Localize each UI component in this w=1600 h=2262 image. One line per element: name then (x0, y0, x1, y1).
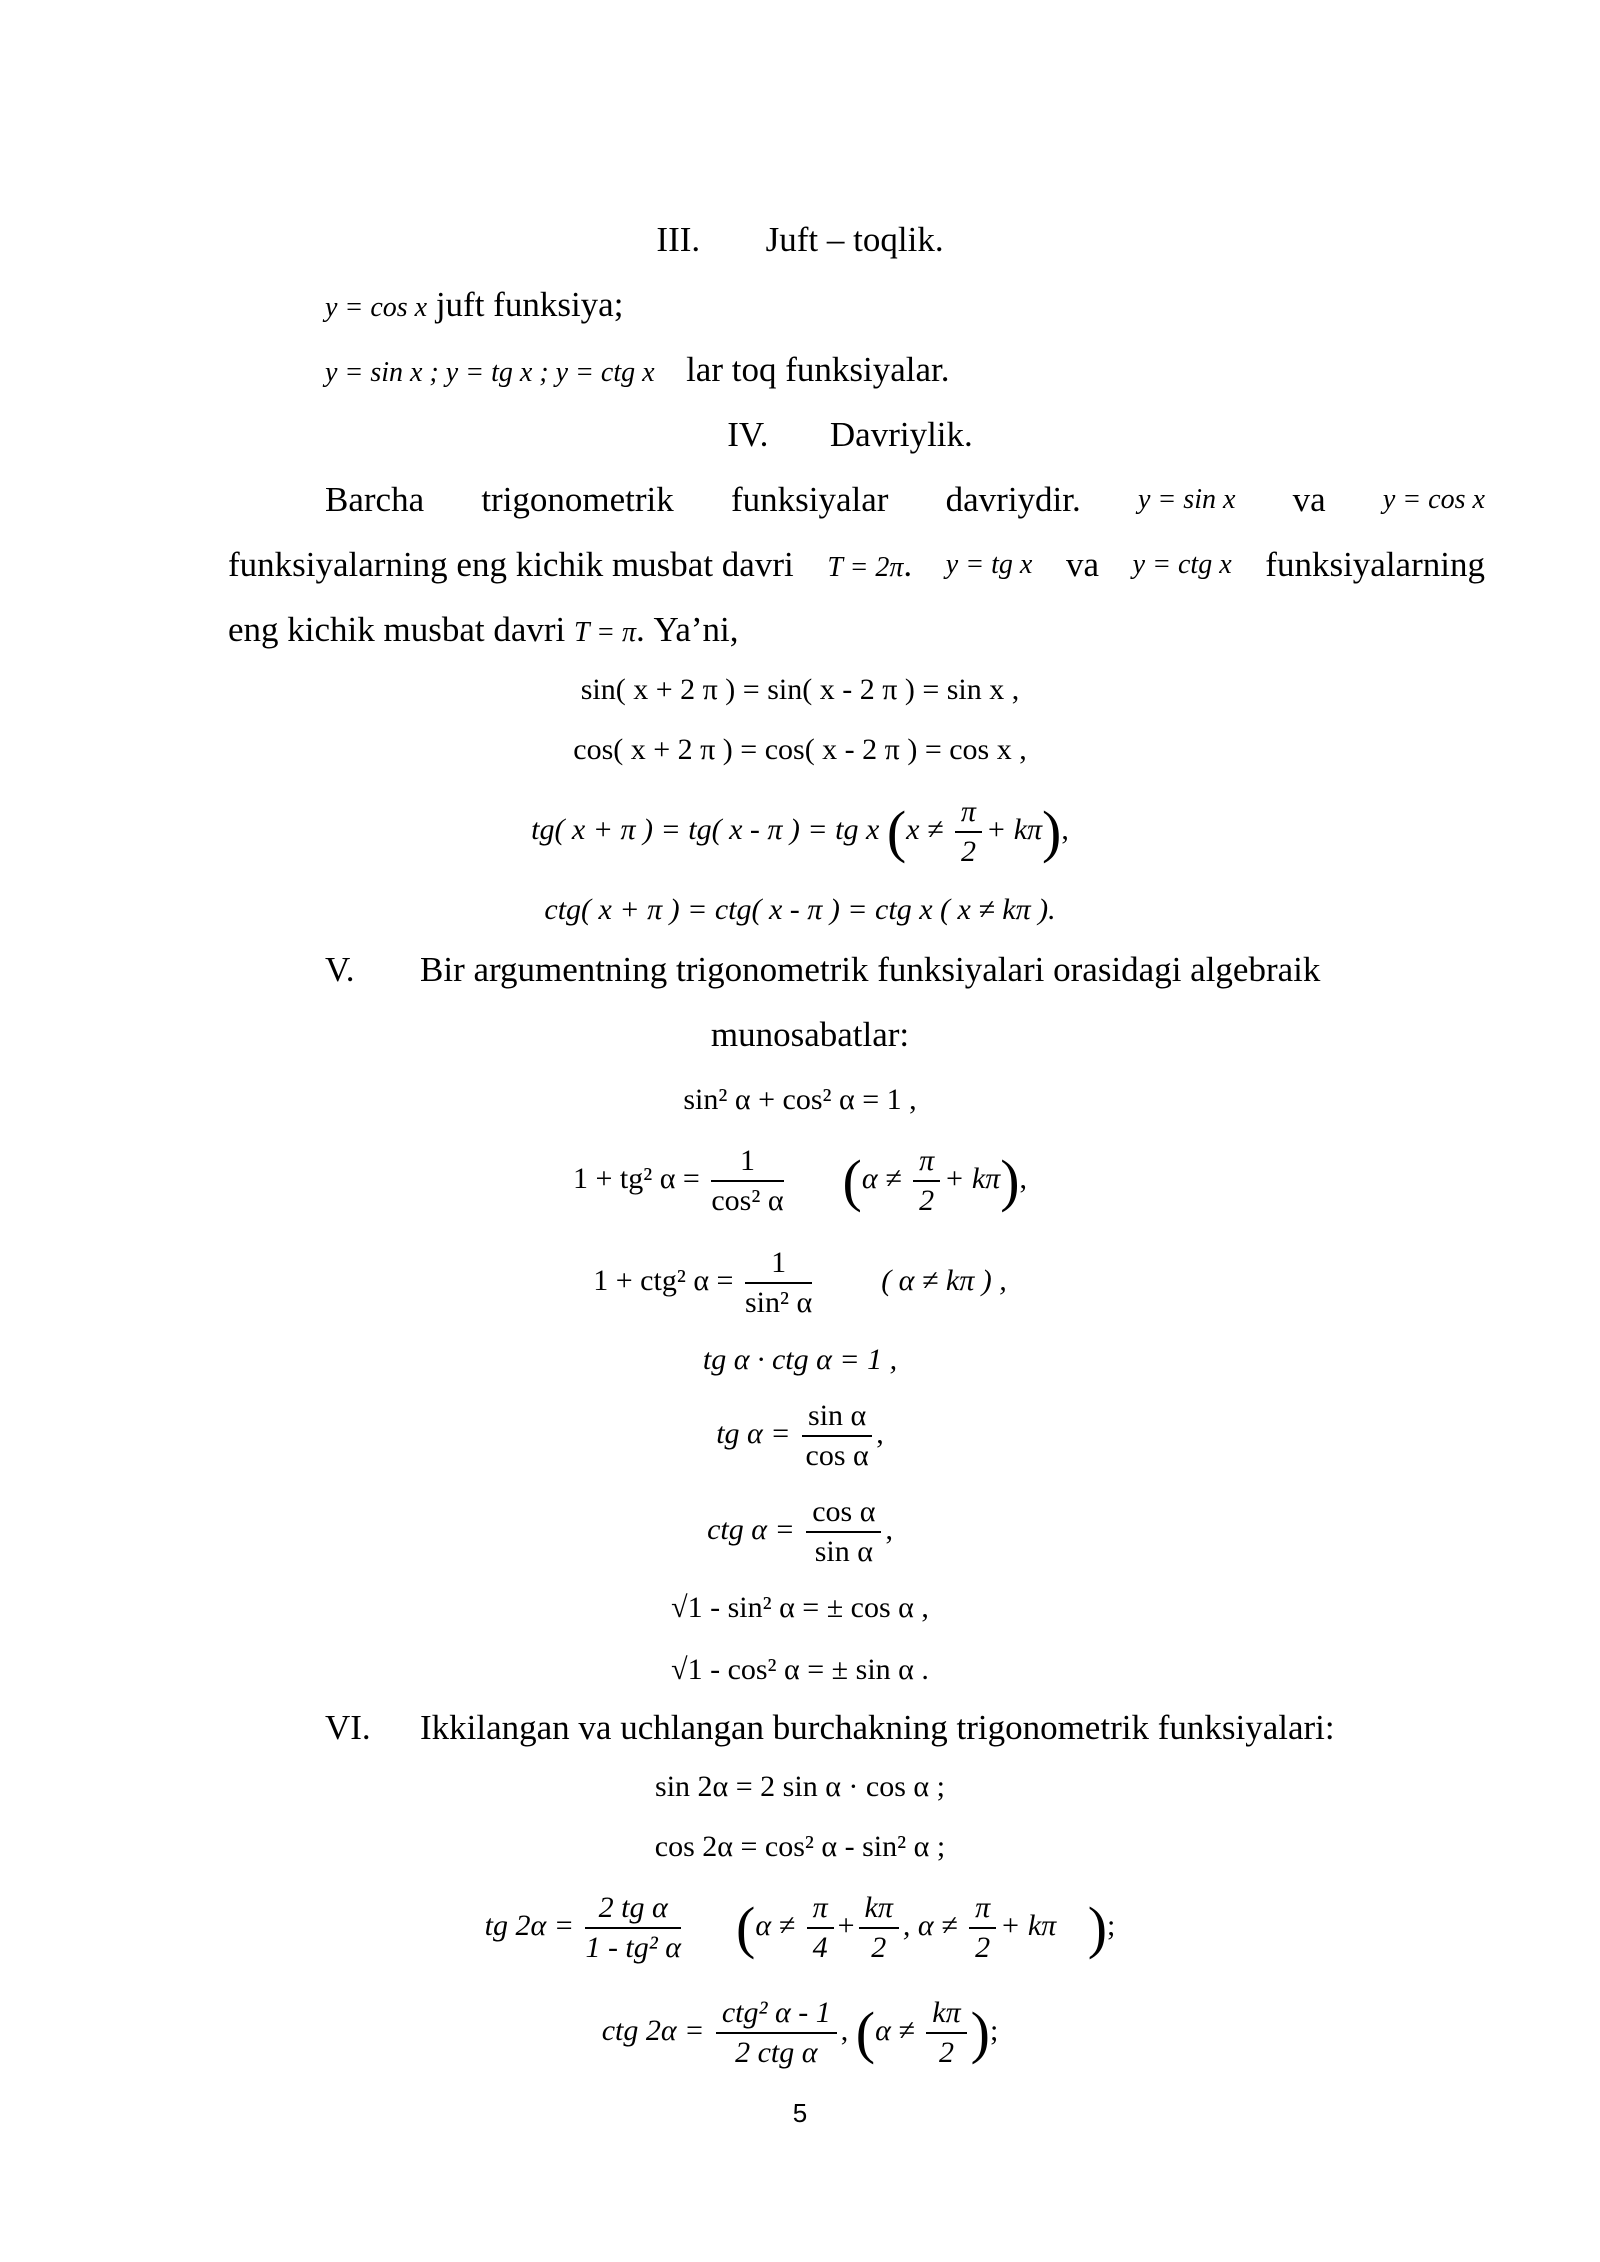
formula-tg-double: tg 2α = $\frac{\text{2 tg α}}{\text{1 - tg² α}}$ (α ≠ $\frac{\pi}{4}$ + $\frac{k\pi}{2}$ , α ≠ $\frac{\pi}{2}$ + kπ ); (484, 1891, 1116, 1965)
even-function-line (325, 283, 623, 330)
odd-functions-line (325, 348, 949, 395)
body-text: lar toq funksiyalar. (686, 350, 950, 389)
formula-inline: T = π (574, 617, 637, 648)
word: funksiyalar (730, 480, 889, 519)
section-title-v-line2: munosabatlar: (710, 1015, 910, 1054)
formula-sin-root: √1 - cos² α = ± sin α . (671, 1653, 929, 1686)
formula-tg-secant: 1 + tg² α = $\frac{1}{\text{cos² α}}$ (α ≠ $\frac{\pi}{2}$ + kπ), (572, 1144, 1028, 1218)
formula-sin-double: sin 2α = 2 sin α · cos α ; (655, 1770, 945, 1803)
periodicity-paragraph-line1 (325, 478, 1485, 522)
section-title-v: Bir argumentning trigonometrik funksiyalari orasidagi algebraik (420, 950, 1321, 989)
section-title: Davriylik. (829, 415, 973, 454)
formula-ctg-period: ctg( x + π ) = ctg( x - π ) = ctg x ( x ≠ kπ ). (544, 893, 1056, 926)
section-number: III. (656, 220, 701, 259)
formula-pythagorean: sin² α + cos² α = 1 , (683, 1083, 917, 1116)
formula-ctg-ratio: ctg α = $\frac{\text{cos α}}{\text{sin α}}$ , (707, 1495, 893, 1569)
formula-tg-period: tg( x + π ) = tg( x - π ) = tg x (x ≠ $\frac{\pi}{2}$ + kπ), (531, 795, 1069, 869)
formula-inline: y = sin x (1137, 484, 1236, 515)
formula-inline: y = ctg x (1132, 549, 1232, 580)
word: va (1292, 480, 1326, 519)
periodicity-paragraph-line3 (228, 608, 738, 655)
body-text: funksiyalarning eng kichik musbat davri (228, 545, 794, 584)
section-number: IV. (727, 415, 769, 454)
formula-inline: y = cos x (1382, 484, 1485, 515)
word: Barcha (325, 480, 425, 519)
periodicity-paragraph-line2: funksiyalarning eng kichik musbat davri T = 2π. y = tg x va y = ctg x funksiyalarning (228, 543, 1485, 590)
formula-sin-period: sin( x + 2 π ) = sin( x - 2 π ) = sin x , (580, 673, 1020, 706)
section-number-v: V. (325, 950, 355, 989)
formula-ctg-cosecant: 1 + ctg² α = $\frac{1}{\text{sin² α}}$ ( α ≠ kπ ) , (593, 1246, 1007, 1320)
formula-cos-root: √1 - sin² α = ± cos α , (671, 1591, 929, 1624)
formula-inline: y = cos x (325, 292, 428, 323)
section-title: Juft – toqlik. (765, 220, 944, 259)
formula-cos-period: cos( x + 2 π ) = cos( x - 2 π ) = cos x , (573, 733, 1027, 766)
formula-inline: y = sin x ; y = tg x ; y = ctg x (325, 357, 655, 388)
formula-ctg-double: ctg 2α = $\frac{\text{ctg² α - 1}}{\text{2 ctg α}}$ , (α ≠ $\frac{k\pi}{2}$ ); (601, 1996, 999, 2070)
body-text: . Ya’ni, (636, 610, 739, 649)
body-text: funksiyalarning (1265, 545, 1485, 584)
section-title-vi: Ikkilangan va uchlangan burchakning trigonometrik funksiyalari: (420, 1708, 1335, 1747)
formula-cos-double: cos 2α = cos² α - sin² α ; (654, 1830, 946, 1863)
formula-tg-ctg-product: tg α · ctg α = 1 , (702, 1343, 898, 1376)
section-heading-iv (0, 413, 1600, 457)
page-number: 5 (792, 2098, 808, 2128)
word: davriydir. (945, 480, 1081, 519)
word: trigonometrik (481, 480, 674, 519)
body-text: eng kichik musbat davri (228, 610, 566, 649)
section-heading-iii (0, 218, 1600, 262)
formula-inline: T = 2π (827, 552, 904, 583)
formula-tg-ratio: tg α = $\frac{\text{sin α}}{\text{cos α}}$ , (716, 1399, 884, 1473)
section-number-vi: VI. (325, 1708, 371, 1747)
formula-inline: y = tg x (945, 549, 1033, 580)
body-text: va (1065, 545, 1100, 584)
body-text: juft funksiya; (435, 285, 624, 324)
